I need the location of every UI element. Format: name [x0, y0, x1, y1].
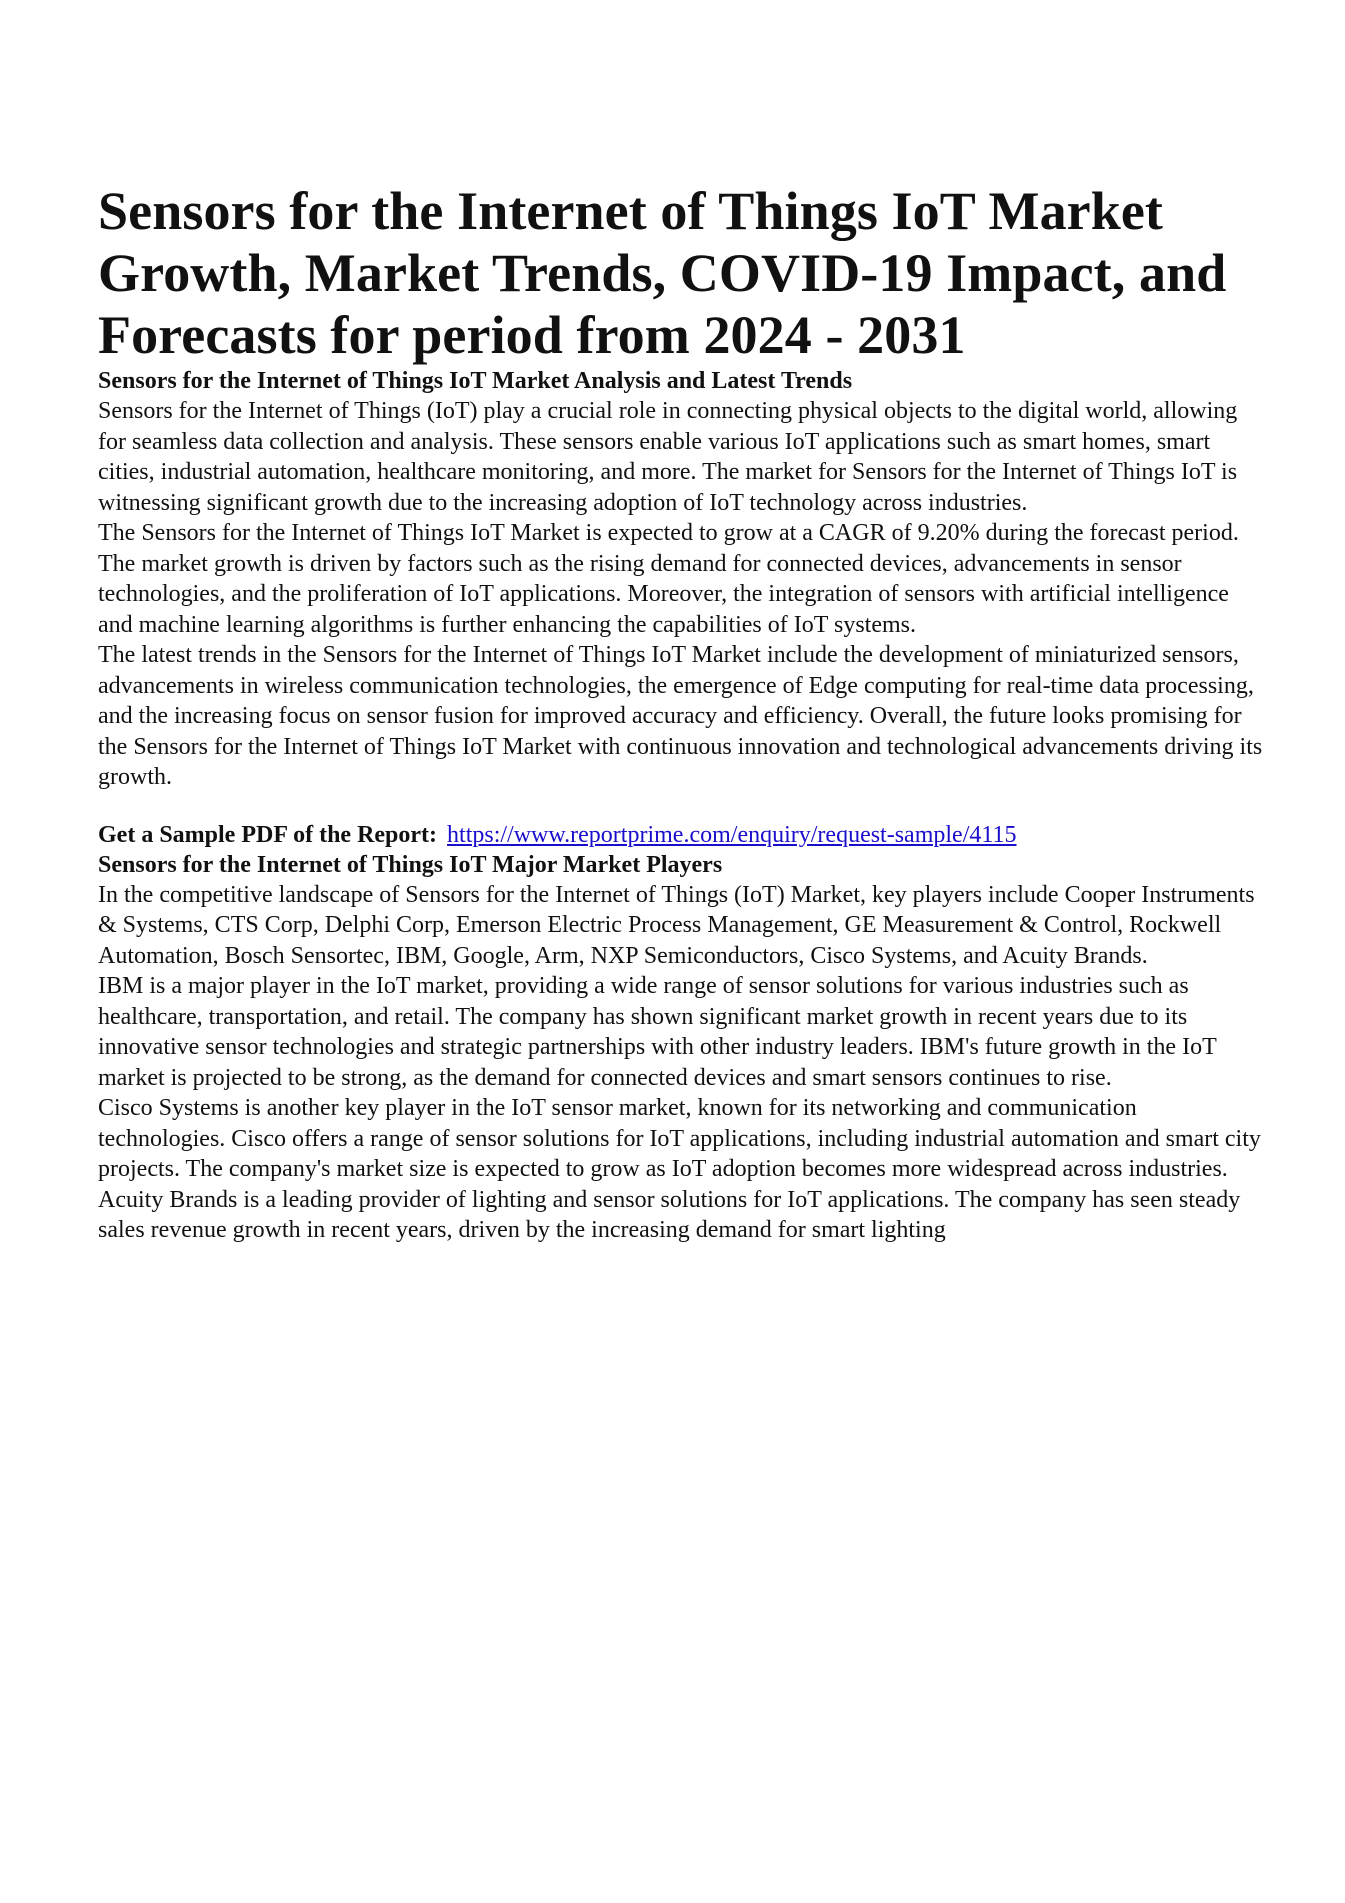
- players-paragraph-1: In the competitive landscape of Sensors for the Internet of Things (IoT) Market, key players include Cooper Instruments & Systems, CTS Corp, Delphi Corp, Emerson Electric Process Management, GE Measurement & Control, Rockwell Automation, Bosch Sensortec, IBM, Google, Arm, NXP Semiconductors, Cisco Systems, and Acuity Brands.: [98, 881, 1255, 969]
- sample-report-link[interactable]: https://www.reportprime.com/enquiry/request-sample/4115: [447, 821, 1017, 848]
- analysis-paragraph-1: Sensors for the Internet of Things (IoT) play a crucial role in connecting physical objects to the digital world, allowing for seamless data collection and analysis. These sensors enable various IoT applications such as smart homes, smart cities, industrial automation, healthcare monitoring, and more. The market for Sensors for the Internet of Things IoT is witnessing significant growth due to the increasing adoption of IoT technology across industries.: [98, 398, 1238, 516]
- analysis-paragraph-3: The latest trends in the Sensors for the Internet of Things IoT Market include the development of miniaturized sensors, advancements in wireless communication technologies, the emergence of Edge computing for real-time data processing, and the increasing focus on sensor fusion for improved accuracy and efficiency. Overall, the future looks promising for the Sensors for the Internet of Things IoT Market with continuous innovation and technological advancements driving its growth.: [98, 642, 1263, 790]
- sample-report-label: Get a Sample PDF of the Report:: [98, 821, 438, 848]
- players-paragraph-3: Cisco Systems is another key player in the IoT sensor market, known for its networking and communication technologies. Cisco offers a range of sensor solutions for IoT applications, including industrial automation and smart city projects. The company's market size is expected to grow as IoT adoption becomes more widespread across industries.: [98, 1095, 1261, 1182]
- analysis-paragraph-2: The Sensors for the Internet of Things IoT Market is expected to grow at a CAGR of 9.20% during the forecast period. The market growth is driven by factors such as the rising demand for connected devices, advancements in sensor technologies, and the proliferation of IoT applications. Moreover, the integration of sensors with artificial intelligence and machine learning algorithms is further enhancing the capabilities of IoT systems.: [98, 520, 1239, 638]
- players-paragraph-4: Acuity Brands is a leading provider of lighting and sensor solutions for IoT applications. The company has seen steady sales revenue growth in recent years, driven by the increasing demand for smart lighting: [98, 1186, 1241, 1243]
- players-paragraph-2: IBM is a major player in the IoT market, providing a wide range of sensor solutions for various industries such as healthcare, transportation, and retail. The company has shown significant market growth in recent years due to its innovative sensor technologies and strategic partnerships with other industry leaders. IBM's future growth in the IoT market is projected to be strong, as the demand for connected devices and smart sensors continues to rise.: [98, 973, 1217, 1091]
- document-page: [98, 180, 1268, 1246]
- players-section-heading: Sensors for the Internet of Things IoT Major Market Players: [98, 851, 723, 878]
- page-title: Sensors for the Internet of Things IoT Market Growth, Market Trends, COVID-19 Impact, and Forecasts for period from 2024 - 2031: [98, 181, 1227, 365]
- sample-report-row: [98, 820, 1268, 850]
- analysis-section-heading: Sensors for the Internet of Things IoT Market Analysis and Latest Trends: [98, 368, 853, 394]
